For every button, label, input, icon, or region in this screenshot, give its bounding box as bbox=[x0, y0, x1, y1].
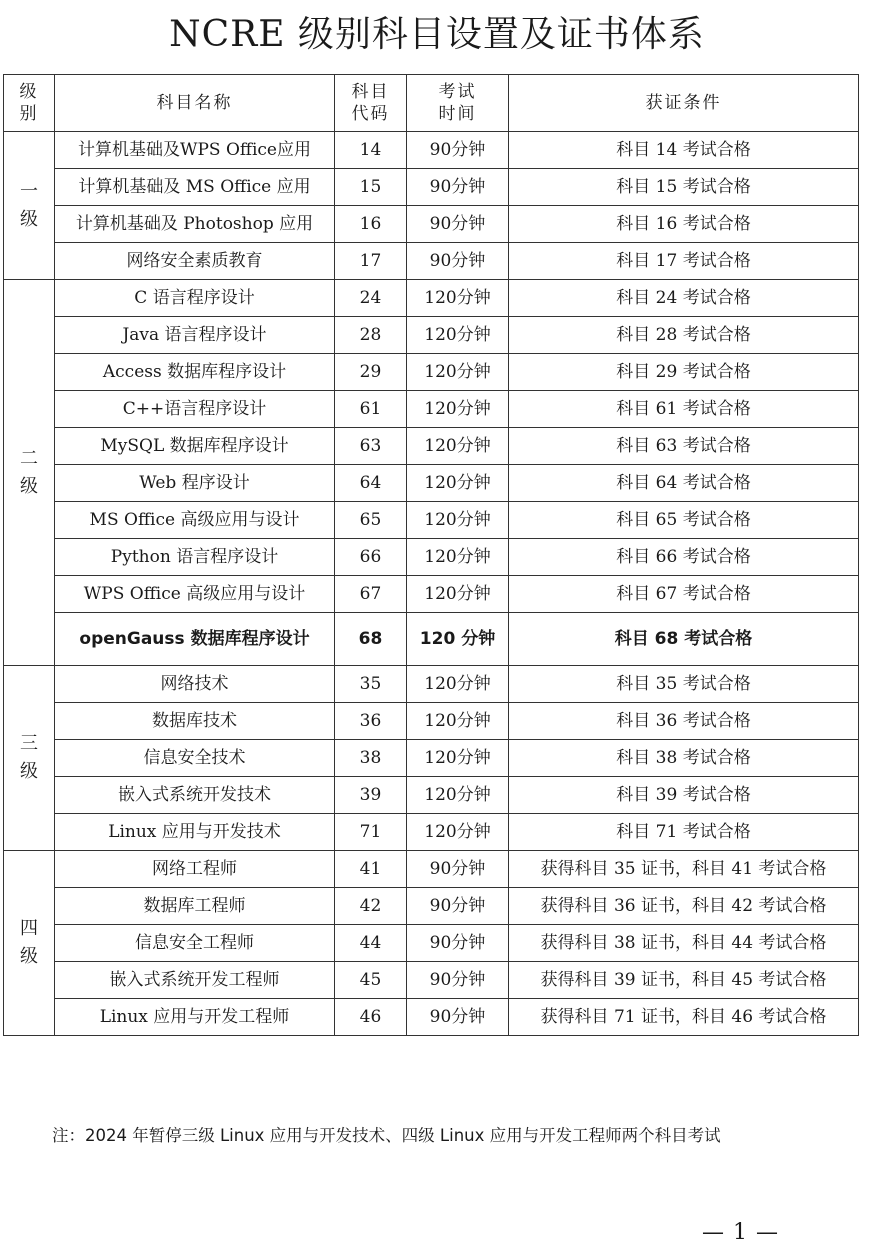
certificate-condition: 科目 14 考试合格 bbox=[509, 132, 859, 169]
table-row bbox=[4, 428, 859, 465]
level-cell-3: 三 级 bbox=[4, 666, 55, 851]
certificate-condition: 科目 16 考试合格 bbox=[509, 206, 859, 243]
subject-name: 网络技术 bbox=[55, 666, 335, 703]
subject-code: 28 bbox=[335, 317, 407, 354]
certificate-condition: 获得科目 36 证书，科目 42 考试合格 bbox=[509, 888, 859, 925]
certificate-condition: 获得科目 35 证书，科目 41 考试合格 bbox=[509, 851, 859, 888]
header-exam-time: 考试 时间 bbox=[407, 75, 509, 132]
header-subject-code: 科目 代码 bbox=[335, 75, 407, 132]
certificate-condition: 获得科目 71 证书，科目 46 考试合格 bbox=[509, 999, 859, 1036]
table-row bbox=[4, 703, 859, 740]
exam-time: 90分钟 bbox=[407, 243, 509, 280]
exam-time: 120分钟 bbox=[407, 814, 509, 851]
header-subject-name: 科目名称 bbox=[55, 75, 335, 132]
exam-time: 90分钟 bbox=[407, 999, 509, 1036]
subject-code: 45 bbox=[335, 962, 407, 999]
subject-code: 24 bbox=[335, 280, 407, 317]
subject-name: 计算机基础及 MS Office 应用 bbox=[55, 169, 335, 206]
certificate-condition: 科目 36 考试合格 bbox=[509, 703, 859, 740]
table-row bbox=[4, 539, 859, 576]
table-row bbox=[4, 354, 859, 391]
table-row bbox=[4, 925, 859, 962]
certificate-condition: 科目 71 考试合格 bbox=[509, 814, 859, 851]
table-row bbox=[4, 465, 859, 502]
header-certificate-condition: 获证条件 bbox=[509, 75, 859, 132]
subject-name: C 语言程序设计 bbox=[55, 280, 335, 317]
exam-time: 120分钟 bbox=[407, 428, 509, 465]
certificate-condition: 科目 67 考试合格 bbox=[509, 576, 859, 613]
subject-name: 信息安全工程师 bbox=[55, 925, 335, 962]
exam-time: 120分钟 bbox=[407, 502, 509, 539]
certificate-condition: 科目 24 考试合格 bbox=[509, 280, 859, 317]
subject-name: 信息安全技术 bbox=[55, 740, 335, 777]
exam-time: 120分钟 bbox=[407, 465, 509, 502]
exam-time: 120分钟 bbox=[407, 576, 509, 613]
certificate-condition: 科目 63 考试合格 bbox=[509, 428, 859, 465]
table-row bbox=[4, 132, 859, 169]
table-row bbox=[4, 888, 859, 925]
exam-time: 90分钟 bbox=[407, 962, 509, 999]
table-row bbox=[4, 962, 859, 999]
subject-name: Python 语言程序设计 bbox=[55, 539, 335, 576]
exam-time: 120分钟 bbox=[407, 354, 509, 391]
certificate-condition: 科目 35 考试合格 bbox=[509, 666, 859, 703]
table-row bbox=[4, 502, 859, 539]
table-row bbox=[4, 243, 859, 280]
exam-time: 120分钟 bbox=[407, 539, 509, 576]
exam-time: 90分钟 bbox=[407, 888, 509, 925]
certificate-condition: 科目 38 考试合格 bbox=[509, 740, 859, 777]
subject-code: 42 bbox=[335, 888, 407, 925]
subject-code: 41 bbox=[335, 851, 407, 888]
exam-time: 90分钟 bbox=[407, 925, 509, 962]
certificate-condition: 科目 64 考试合格 bbox=[509, 465, 859, 502]
table-row bbox=[4, 814, 859, 851]
subject-name: 嵌入式系统开发技术 bbox=[55, 777, 335, 814]
subject-code: 15 bbox=[335, 169, 407, 206]
footnote: 注：2024 年暂停三级 Linux 应用与开发技术、四级 Linux 应用与开发工程师两个科目考试 bbox=[52, 1126, 721, 1145]
exam-time: 120 分钟 bbox=[407, 613, 509, 666]
subject-name: 数据库工程师 bbox=[55, 888, 335, 925]
level-cell-2: 二 级 bbox=[4, 280, 55, 666]
level-cell-1: 一 级 bbox=[4, 132, 55, 280]
exam-time: 120分钟 bbox=[407, 740, 509, 777]
subject-name: 嵌入式系统开发工程师 bbox=[55, 962, 335, 999]
subject-code: 67 bbox=[335, 576, 407, 613]
subject-code: 39 bbox=[335, 777, 407, 814]
exam-time: 90分钟 bbox=[407, 169, 509, 206]
subject-name: Linux 应用与开发技术 bbox=[55, 814, 335, 851]
exam-time: 90分钟 bbox=[407, 851, 509, 888]
table-row bbox=[4, 777, 859, 814]
table-row bbox=[4, 851, 859, 888]
table-row bbox=[4, 169, 859, 206]
level-cell-4: 四 级 bbox=[4, 851, 55, 1036]
subject-code: 44 bbox=[335, 925, 407, 962]
subject-code: 46 bbox=[335, 999, 407, 1036]
subject-code: 66 bbox=[335, 539, 407, 576]
subject-code: 38 bbox=[335, 740, 407, 777]
exam-time: 120分钟 bbox=[407, 317, 509, 354]
table-row bbox=[4, 576, 859, 613]
subject-code: 65 bbox=[335, 502, 407, 539]
subject-code: 36 bbox=[335, 703, 407, 740]
subject-code: 35 bbox=[335, 666, 407, 703]
subject-code: 71 bbox=[335, 814, 407, 851]
certificate-condition: 科目 29 考试合格 bbox=[509, 354, 859, 391]
subject-name: 计算机基础及 Photoshop 应用 bbox=[55, 206, 335, 243]
subject-code: 29 bbox=[335, 354, 407, 391]
table-row-highlighted bbox=[4, 613, 859, 666]
table-row bbox=[4, 999, 859, 1036]
certificate-condition: 科目 17 考试合格 bbox=[509, 243, 859, 280]
certificate-condition: 科目 15 考试合格 bbox=[509, 169, 859, 206]
subject-name: 数据库技术 bbox=[55, 703, 335, 740]
certificate-condition: 科目 61 考试合格 bbox=[509, 391, 859, 428]
certificate-condition: 获得科目 39 证书，科目 45 考试合格 bbox=[509, 962, 859, 999]
subject-code: 61 bbox=[335, 391, 407, 428]
table-row bbox=[4, 666, 859, 703]
table-row bbox=[4, 391, 859, 428]
certificate-condition: 科目 39 考试合格 bbox=[509, 777, 859, 814]
subject-code: 17 bbox=[335, 243, 407, 280]
subject-code: 16 bbox=[335, 206, 407, 243]
subject-name: WPS Office 高级应用与设计 bbox=[55, 576, 335, 613]
subject-table bbox=[3, 74, 859, 1036]
page-number: — 1 — bbox=[702, 1220, 779, 1245]
certificate-condition: 科目 28 考试合格 bbox=[509, 317, 859, 354]
subject-name: openGauss 数据库程序设计 bbox=[55, 613, 335, 666]
table-row bbox=[4, 317, 859, 354]
subject-code: 68 bbox=[335, 613, 407, 666]
table-header-row bbox=[4, 75, 859, 132]
subject-name: 网络工程师 bbox=[55, 851, 335, 888]
subject-name: Java 语言程序设计 bbox=[55, 317, 335, 354]
subject-name: MS Office 高级应用与设计 bbox=[55, 502, 335, 539]
header-level: 级 别 bbox=[4, 75, 55, 132]
certificate-condition: 科目 66 考试合格 bbox=[509, 539, 859, 576]
exam-time: 90分钟 bbox=[407, 132, 509, 169]
subject-name: C++语言程序设计 bbox=[55, 391, 335, 428]
subject-code: 64 bbox=[335, 465, 407, 502]
table-row bbox=[4, 206, 859, 243]
subject-name: Access 数据库程序设计 bbox=[55, 354, 335, 391]
certificate-condition: 科目 68 考试合格 bbox=[509, 613, 859, 666]
exam-time: 120分钟 bbox=[407, 391, 509, 428]
exam-time: 90分钟 bbox=[407, 206, 509, 243]
subject-code: 14 bbox=[335, 132, 407, 169]
exam-time: 120分钟 bbox=[407, 703, 509, 740]
page-title: NCRE 级别科目设置及证书体系 bbox=[169, 14, 705, 55]
exam-time: 120分钟 bbox=[407, 777, 509, 814]
subject-name: Linux 应用与开发工程师 bbox=[55, 999, 335, 1036]
exam-time: 120分钟 bbox=[407, 666, 509, 703]
subject-name: Web 程序设计 bbox=[55, 465, 335, 502]
subject-name: MySQL 数据库程序设计 bbox=[55, 428, 335, 465]
subject-code: 63 bbox=[335, 428, 407, 465]
exam-time: 120分钟 bbox=[407, 280, 509, 317]
table-row bbox=[4, 280, 859, 317]
table-row bbox=[4, 740, 859, 777]
certificate-condition: 获得科目 38 证书，科目 44 考试合格 bbox=[509, 925, 859, 962]
subject-name: 网络安全素质教育 bbox=[55, 243, 335, 280]
subject-name: 计算机基础及WPS Office应用 bbox=[55, 132, 335, 169]
certificate-condition: 科目 65 考试合格 bbox=[509, 502, 859, 539]
